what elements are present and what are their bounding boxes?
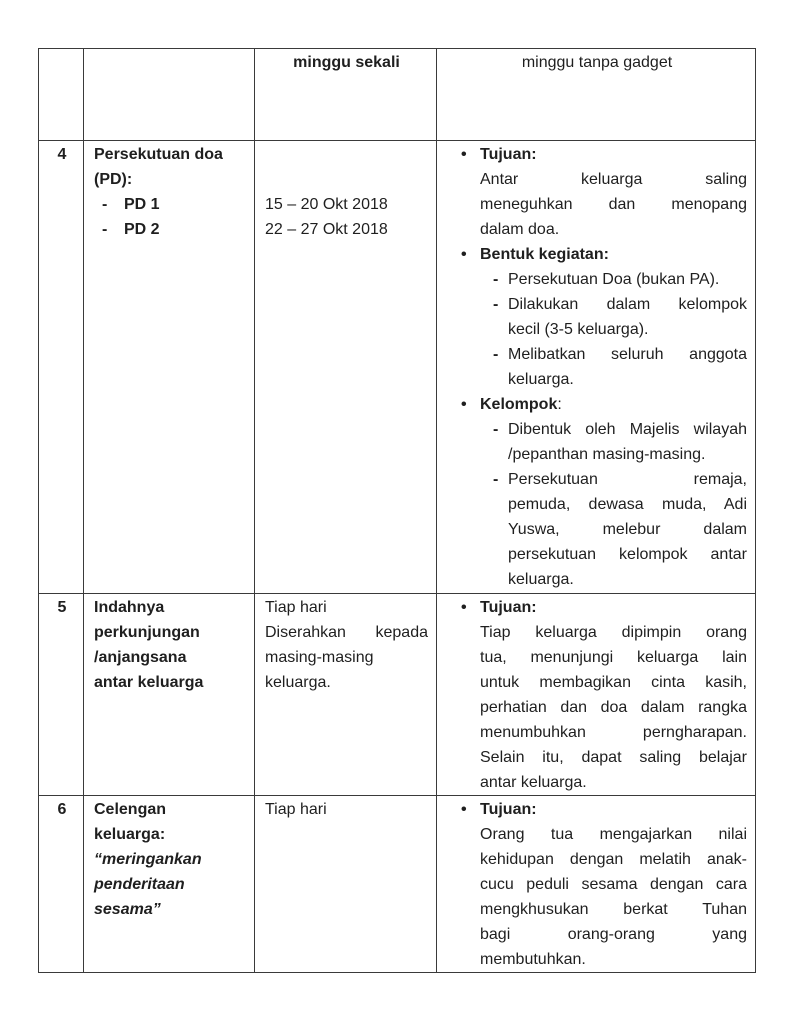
bullet-label: Tujuan: xyxy=(480,599,537,616)
text-line: Dilakukan dalam kelompok xyxy=(508,296,747,313)
dash-text xyxy=(508,342,747,392)
bullet-label: Bentuk kegiatan: xyxy=(480,246,609,263)
text-line: Persekutuan remaja, xyxy=(508,471,747,488)
text-line: Yuswa, melebur dalam xyxy=(508,521,747,538)
bullet-heading xyxy=(447,142,747,167)
bullet-heading xyxy=(447,595,747,620)
text-line: persekutuan kelompok antar xyxy=(508,546,747,563)
text-block xyxy=(265,620,428,695)
dash-text xyxy=(124,217,246,242)
text-block xyxy=(265,797,428,822)
paragraph xyxy=(480,167,747,242)
cell-row-5-num xyxy=(39,594,84,796)
text-line: penderitaan xyxy=(94,876,185,893)
text-line: dalam doa. xyxy=(480,221,560,238)
row-6 xyxy=(39,796,756,973)
text-line: menumbuhkan perngharapan. xyxy=(480,724,747,741)
text-line: masing-masing xyxy=(265,649,374,666)
dash-icon: - xyxy=(493,471,499,488)
text-block xyxy=(265,192,428,242)
cell-row-4-num xyxy=(39,141,84,594)
dash-item xyxy=(493,342,747,392)
text-line: Melibatkan seluruh anggota xyxy=(508,346,747,363)
text-line: kehidupan dengan melatih anak- xyxy=(480,851,747,868)
cell-row-continuation-activity xyxy=(84,49,255,141)
text-line: minggu sekali xyxy=(293,54,400,71)
text-block xyxy=(447,50,747,75)
text-line: keluarga. xyxy=(508,571,574,588)
bullet-icon: • xyxy=(461,801,467,818)
text-line: sesama” xyxy=(94,901,161,918)
text-line: Indahnya xyxy=(94,599,165,616)
text-line: Dibentuk oleh Majelis wilayah xyxy=(508,421,747,438)
cell-row-4-details xyxy=(437,141,756,594)
dash-text xyxy=(508,417,747,467)
text-line: cucu peduli sesama dengan cara xyxy=(480,876,747,893)
cell-row-continuation-schedule xyxy=(255,49,437,141)
text-block xyxy=(94,142,246,192)
cell-row-5-schedule xyxy=(255,594,437,796)
row-4 xyxy=(39,141,756,594)
bullet-label: Tujuan: xyxy=(480,146,537,163)
text-line: Tiap hari xyxy=(265,599,327,616)
cell-row-6-schedule xyxy=(255,796,437,973)
text-line: 6 xyxy=(57,801,67,818)
text-line: 5 xyxy=(57,599,67,616)
text-line: Orang tua mengajarkan nilai xyxy=(480,826,747,843)
text-line: perkunjungan xyxy=(94,624,200,641)
text-line: meneguhkan dan menopang xyxy=(480,196,747,213)
text-line: PD 1 xyxy=(124,196,160,213)
dash-item xyxy=(102,192,246,217)
text-line: (PD): xyxy=(94,171,133,188)
dash-text xyxy=(508,467,747,592)
text-block xyxy=(49,142,75,167)
text-line: Selain itu, dapat saling belajar xyxy=(480,749,747,766)
text-line: Persekutuan doa xyxy=(94,146,223,163)
bullet-icon: • xyxy=(461,246,467,263)
dash-item xyxy=(102,217,246,242)
text-line: keluarga: xyxy=(94,826,166,843)
text-line: Celengan xyxy=(94,801,167,818)
bullet-label: Kelompok xyxy=(480,396,558,413)
text-block xyxy=(49,595,75,620)
text-line: keluarga. xyxy=(508,371,574,388)
dash-text xyxy=(124,192,246,217)
text-line: /anjangsana xyxy=(94,649,187,666)
blank-line xyxy=(265,167,428,192)
text-line: membutuhkan. xyxy=(480,951,586,968)
text-line: 15 – 20 Okt 2018 xyxy=(265,196,388,213)
cell-row-6-activity xyxy=(84,796,255,973)
cell-row-continuation-num xyxy=(39,49,84,141)
schedule-table xyxy=(38,48,756,973)
text-line: perhatian dan doa dalam rangka xyxy=(480,699,747,716)
cell-row-5-details xyxy=(437,594,756,796)
dash-item xyxy=(493,417,747,467)
bullet-label: Tujuan: xyxy=(480,801,537,818)
text-line: bagi orang-orang yang xyxy=(480,926,747,943)
text-line: pemuda, dewasa muda, Adi xyxy=(508,496,747,513)
bullet-label-suffix: : xyxy=(557,396,562,413)
text-block xyxy=(94,797,246,847)
paragraph xyxy=(480,620,747,795)
bullet-heading xyxy=(447,797,747,822)
dash-icon: - xyxy=(493,271,499,288)
cell-row-6-details xyxy=(437,796,756,973)
text-line: Antar keluarga saling xyxy=(480,171,747,188)
text-line: antar keluarga xyxy=(94,674,204,691)
text-line: tua, menunjungi keluarga lain xyxy=(480,649,747,666)
dash-item xyxy=(493,292,747,342)
text-line: Tiap hari xyxy=(265,801,327,818)
bullet-heading xyxy=(447,242,747,267)
text-line: “meringankan xyxy=(94,851,202,868)
text-line: 4 xyxy=(57,146,67,163)
cell-row-4-activity xyxy=(84,141,255,594)
dash-item xyxy=(493,267,747,292)
text-line: Tiap keluarga dipimpin orang xyxy=(480,624,747,641)
cell-row-6-num xyxy=(39,796,84,973)
dash-icon: - xyxy=(493,421,499,438)
dash-text xyxy=(508,267,747,292)
paragraph xyxy=(480,822,747,972)
blank-line xyxy=(265,142,428,167)
text-block xyxy=(265,595,428,620)
text-block xyxy=(94,595,246,695)
text-line: minggu tanpa gadget xyxy=(521,54,673,71)
text-line: keluarga. xyxy=(265,674,331,691)
text-line: Diserahkan kepada xyxy=(265,624,428,641)
text-line: untuk membagikan cinta kasih, xyxy=(480,674,747,691)
bullet-heading xyxy=(447,392,747,417)
dash-icon: - xyxy=(493,346,499,363)
text-block xyxy=(49,797,75,822)
cell-row-4-schedule xyxy=(255,141,437,594)
text-line: /pepanthan masing-masing. xyxy=(508,446,706,463)
text-block xyxy=(94,847,246,922)
text-line: PD 2 xyxy=(124,221,160,238)
text-line: antar keluarga. xyxy=(480,774,587,791)
row-continuation xyxy=(39,49,756,141)
text-line: mengkhusukan berkat Tuhan xyxy=(480,901,747,918)
cell-row-5-activity xyxy=(84,594,255,796)
bullet-icon: • xyxy=(461,599,467,616)
text-line: Persekutuan Doa (bukan PA). xyxy=(508,271,720,288)
bullet-icon: • xyxy=(461,146,467,163)
dash-icon: - xyxy=(102,196,108,213)
text-block xyxy=(265,50,428,75)
bullet-icon: • xyxy=(461,396,467,413)
text-line: 22 – 27 Okt 2018 xyxy=(265,221,388,238)
dash-text xyxy=(508,292,747,342)
dash-icon: - xyxy=(493,296,499,313)
text-line: kecil (3-5 keluarga). xyxy=(508,321,649,338)
dash-item xyxy=(493,467,747,592)
cell-row-continuation-details xyxy=(437,49,756,141)
dash-icon: - xyxy=(102,221,108,238)
row-5 xyxy=(39,594,756,796)
empty-lines xyxy=(265,142,428,192)
